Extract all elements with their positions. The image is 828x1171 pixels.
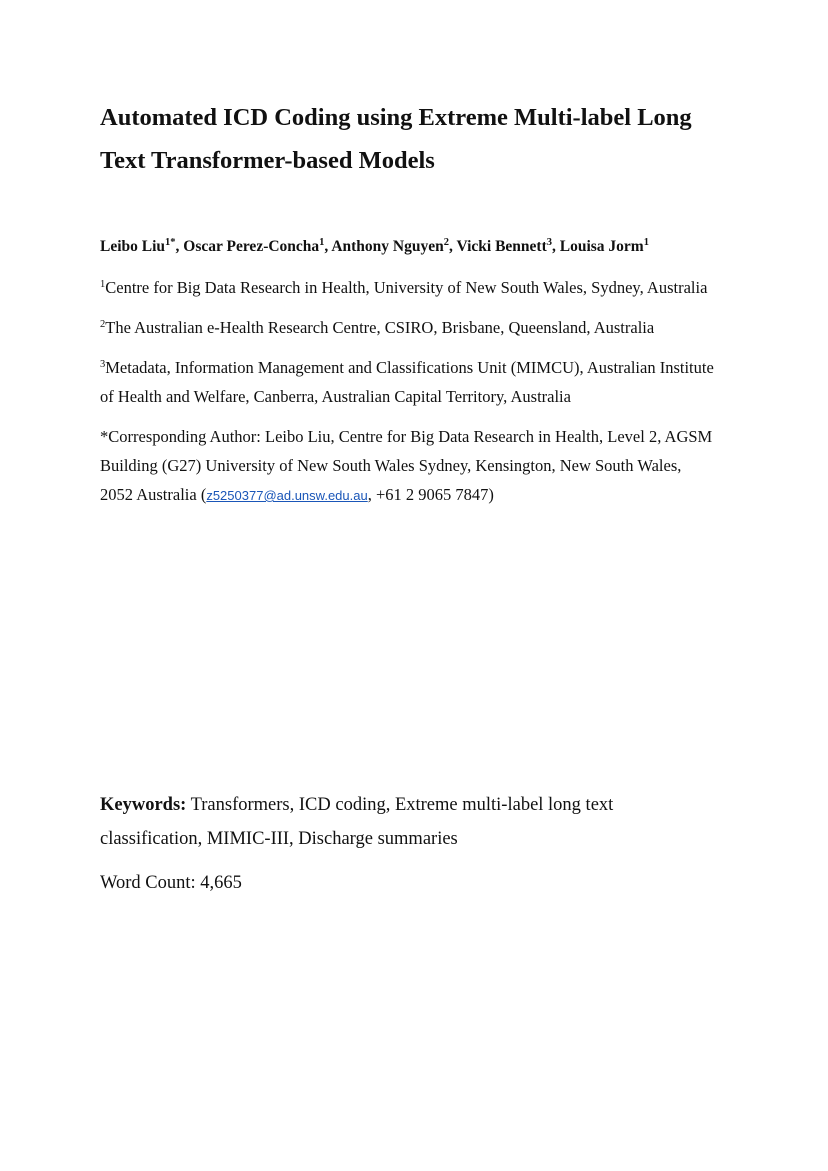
affiliation-text: Metadata, Information Management and Classifications Unit (MIMCU), Australian Institute <box>105 358 714 377</box>
affiliation-mark: 2 <box>100 319 106 330</box>
author-affiliation-mark: 1 <box>319 237 325 248</box>
author-name: Oscar Perez-Concha <box>183 238 320 255</box>
affiliation-text: of Health and Welfare, Canberra, Australian Capital Territory, Australia <box>100 387 571 406</box>
author-name: Anthony Nguyen <box>331 238 444 255</box>
affiliation-mark: 3 <box>100 359 106 370</box>
email-link[interactable]: z5250377@ad.unsw.edu.au <box>206 488 368 503</box>
title-line-2: Text Transformer-based Models <box>100 147 435 174</box>
keywords-label: Keywords: <box>100 795 187 815</box>
affiliation-2 <box>100 313 740 342</box>
author-list: Leibo Liu$^{1*}$, Oscar Perez-Concha$^1$, Anthony Nguyen$^2$, Vicki Bennett$^3$, Louisa Jorm$^1$ <box>100 237 649 255</box>
keywords-text: Transformers, ICD coding, Extreme multi-label long text <box>186 795 614 815</box>
title-line-1: Automated ICD Coding using Extreme Multi-label Long <box>100 104 692 131</box>
affiliation-text: Centre for Big Data Research in Health, University of New South Wales, Sydney, Australia <box>105 278 708 297</box>
corresponding-line: 2052 Australia ( <box>100 485 207 504</box>
word-count: Word Count: 4,665 <box>100 873 242 893</box>
author-affiliation-mark: 1* <box>165 237 176 248</box>
corresponding-author <box>100 422 740 510</box>
corresponding-line: , +61 2 9065 7847) <box>367 485 494 504</box>
corresponding-line: Building (G27) University of New South Wales Sydney, Kensington, New South Wales, <box>100 456 682 475</box>
affiliation-mark: 1 <box>100 279 106 290</box>
author-affiliation-mark: 2 <box>443 237 449 248</box>
author-name: Vicki Bennett <box>456 238 547 255</box>
keywords-text: classification, MIMIC-III, Discharge summaries <box>100 829 458 849</box>
paper-title <box>100 96 760 182</box>
author-affiliation-mark: 1 <box>643 237 649 248</box>
keywords <box>100 788 700 856</box>
affiliation-3 <box>100 353 740 411</box>
author-name: Louisa Jorm <box>559 238 644 255</box>
author-name: Leibo Liu <box>100 238 166 255</box>
corresponding-line: *Corresponding Author: Leibo Liu, Centre for Big Data Research in Health, Level 2, AGSM <box>100 427 713 446</box>
affiliation-1 <box>100 273 740 302</box>
author-affiliation-mark: 3 <box>546 237 552 248</box>
affiliation-text: The Australian e-Health Research Centre, CSIRO, Brisbane, Queensland, Australia <box>105 318 655 337</box>
